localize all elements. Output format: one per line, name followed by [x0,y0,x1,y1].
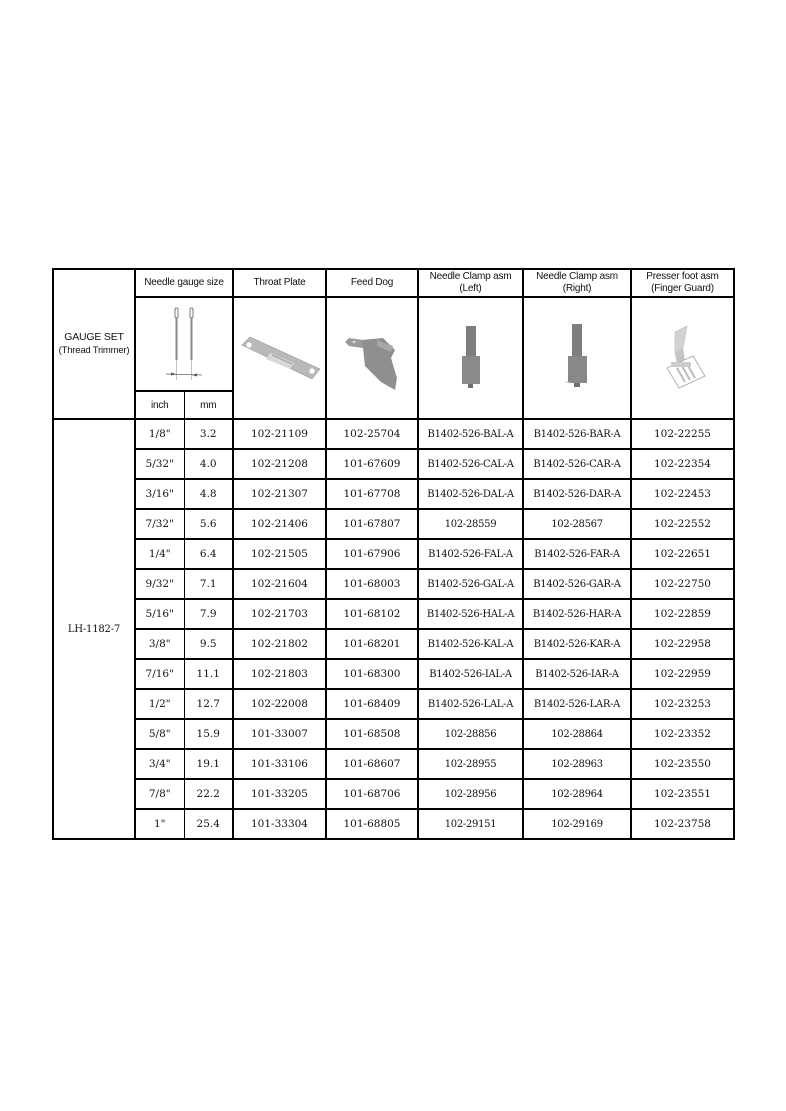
feed-dog-cell: 101-68706 [326,779,418,809]
throat-plate-cell: 102-21505 [233,539,326,569]
presser-foot-cell: 102-22651 [631,539,734,569]
needle-clamp-left-image-cell [418,297,523,419]
needle-clamp-right-cell: B1402-526-IAR-A [523,659,631,689]
mm-cell: 5.6 [184,509,233,539]
mm-cell: 22.2 [184,779,233,809]
inch-cell: 1/2" [135,689,184,719]
model-cell: LH-1182-7 [53,419,135,839]
throat-plate-image-cell [233,297,326,419]
mm-cell: 15.9 [184,719,233,749]
inch-cell: 7/16" [135,659,184,689]
mm-cell: 12.7 [184,689,233,719]
presser-foot-image-cell [631,297,734,419]
needle-clamp-right-image-cell [523,297,631,419]
feed-dog-cell: 102-25704 [326,419,418,449]
needle-gauge-image-cell [135,297,233,391]
header-needle-clamp-right [523,269,631,297]
header-needle-clamp-right-line2: (Right) [562,283,592,294]
feed-dog-cell: 101-67807 [326,509,418,539]
inch-cell: 7/32" [135,509,184,539]
needle-clamp-left-cell: B1402-526-DAL-A [418,479,523,509]
presser-foot-cell: 102-22958 [631,629,734,659]
inch-cell: 5/32" [135,449,184,479]
inch-cell: 5/8" [135,719,184,749]
inch-cell: 3/8" [135,629,184,659]
mm-cell: 9.5 [184,629,233,659]
needle-clamp-left-cell: B1402-526-GAL-A [418,569,523,599]
needle-clamp-right-cell: 102-28964 [523,779,631,809]
needle-gauge-diagram-icon [154,304,214,384]
needle-clamp-right-cell: B1402-526-LAR-A [523,689,631,719]
throat-plate-cell: 101-33304 [233,809,326,839]
header-feed-dog: Feed Dog [326,269,418,297]
throat-plate-cell: 102-21703 [233,599,326,629]
mm-cell: 4.8 [184,479,233,509]
inch-cell: 7/8" [135,779,184,809]
presser-foot-cell: 102-22859 [631,599,734,629]
inch-cell: 1" [135,809,184,839]
inch-cell: 3/4" [135,749,184,779]
throat-plate-cell: 102-21406 [233,509,326,539]
table-row [53,809,734,839]
needle-clamp-right-cell: B1402-526-BAR-A [523,419,631,449]
inch-cell: 1/4" [135,539,184,569]
header-presser-foot-line2: (Finger Guard) [651,283,714,294]
throat-plate-photo-icon [236,323,324,393]
feed-dog-cell: 101-68201 [326,629,418,659]
needle-clamp-left-cell: B1402-526-LAL-A [418,689,523,719]
mm-cell: 11.1 [184,659,233,689]
feed-dog-cell: 101-68607 [326,749,418,779]
gauge-set-table [52,268,735,840]
presser-foot-cell: 102-22255 [631,419,734,449]
feed-dog-cell: 101-67906 [326,539,418,569]
needle-clamp-left-cell: B1402-526-IAL-A [418,659,523,689]
feed-dog-photo-icon [337,318,407,398]
header-inch: inch [135,391,184,419]
needle-clamp-left-cell: 102-28856 [418,719,523,749]
table-row [53,749,734,779]
throat-plate-cell: 101-33205 [233,779,326,809]
gauge-set-label-cell [53,269,135,419]
feed-dog-cell: 101-68409 [326,689,418,719]
presser-foot-cell: 102-22750 [631,569,734,599]
presser-foot-cell: 102-23253 [631,689,734,719]
presser-foot-cell: 102-22552 [631,509,734,539]
table-row [53,689,734,719]
presser-foot-cell: 102-23550 [631,749,734,779]
throat-plate-cell: 102-21803 [233,659,326,689]
needle-clamp-left-cell: B1402-526-HAL-A [418,599,523,629]
needle-clamp-right-cell: B1402-526-CAR-A [523,449,631,479]
table-row [53,659,734,689]
mm-cell: 19.1 [184,749,233,779]
needle-clamp-right-cell: 102-29169 [523,809,631,839]
needle-clamp-right-cell: 102-28963 [523,749,631,779]
table-row [53,539,734,569]
header-needle-clamp-left-line1: Needle Clamp asm [429,271,512,282]
throat-plate-cell: 102-22008 [233,689,326,719]
header-mm: mm [184,391,233,419]
header-presser-foot [631,269,734,297]
inch-cell: 9/32" [135,569,184,599]
gauge-set-title: GAUGE SET [64,331,124,343]
needle-clamp-left-cell: 102-28559 [418,509,523,539]
presser-foot-photo-icon [653,318,713,398]
presser-foot-cell: 102-22453 [631,479,734,509]
table-row [53,779,734,809]
presser-foot-cell: 102-22959 [631,659,734,689]
needle-clamp-left-cell: 102-28956 [418,779,523,809]
feed-dog-cell: 101-68300 [326,659,418,689]
needle-clamp-right-cell: B1402-526-GAR-A [523,569,631,599]
feed-dog-cell: 101-68102 [326,599,418,629]
needle-clamp-left-cell: B1402-526-FAL-A [418,539,523,569]
needle-clamp-right-cell: 102-28567 [523,509,631,539]
feed-dog-image-cell [326,297,418,419]
table-row [53,719,734,749]
needle-clamp-left-cell: B1402-526-BAL-A [418,419,523,449]
needle-clamp-right-cell: B1402-526-DAR-A [523,479,631,509]
needle-clamp-left-photo-icon [451,318,491,398]
needle-clamp-right-cell: 102-28864 [523,719,631,749]
presser-foot-cell: 102-23352 [631,719,734,749]
header-needle-clamp-left [418,269,523,297]
gauge-set-subtitle: (Thread Trimmer) [58,345,130,356]
table-row [53,449,734,479]
presser-foot-cell: 102-23758 [631,809,734,839]
inch-cell: 5/16" [135,599,184,629]
throat-plate-cell: 101-33106 [233,749,326,779]
needle-clamp-left-cell: B1402-526-CAL-A [418,449,523,479]
feed-dog-cell: 101-68508 [326,719,418,749]
inch-cell: 3/16" [135,479,184,509]
needle-clamp-left-cell: B1402-526-KAL-A [418,629,523,659]
presser-foot-cell: 102-22354 [631,449,734,479]
header-presser-foot-line1: Presser foot asm [646,271,719,282]
throat-plate-cell: 101-33007 [233,719,326,749]
table-row [53,569,734,599]
mm-cell: 7.9 [184,599,233,629]
throat-plate-cell: 102-21109 [233,419,326,449]
header-needle-gauge-size: Needle gauge size [135,269,233,297]
throat-plate-cell: 102-21208 [233,449,326,479]
feed-dog-cell: 101-67609 [326,449,418,479]
feed-dog-cell: 101-67708 [326,479,418,509]
mm-cell: 3.2 [184,419,233,449]
table-row [53,599,734,629]
inch-cell: 1/8" [135,419,184,449]
needle-clamp-right-cell: B1402-526-KAR-A [523,629,631,659]
presser-foot-cell: 102-23551 [631,779,734,809]
needle-clamp-right-cell: B1402-526-FAR-A [523,539,631,569]
mm-cell: 4.0 [184,449,233,479]
table-row [53,479,734,509]
table-row [53,509,734,539]
header-needle-clamp-right-line1: Needle Clamp asm [536,271,618,282]
table-row [53,419,734,449]
throat-plate-cell: 102-21802 [233,629,326,659]
needle-clamp-left-cell: 102-29151 [418,809,523,839]
mm-cell: 6.4 [184,539,233,569]
header-throat-plate: Throat Plate [233,269,326,297]
needle-clamp-left-cell: 102-28955 [418,749,523,779]
header-needle-clamp-left-line2: (Left) [459,283,482,294]
mm-cell: 25.4 [184,809,233,839]
throat-plate-cell: 102-21307 [233,479,326,509]
table-row [53,629,734,659]
mm-cell: 7.1 [184,569,233,599]
throat-plate-cell: 102-21604 [233,569,326,599]
needle-clamp-right-photo-icon [557,318,597,398]
feed-dog-cell: 101-68805 [326,809,418,839]
feed-dog-cell: 101-68003 [326,569,418,599]
needle-clamp-right-cell: B1402-526-HAR-A [523,599,631,629]
